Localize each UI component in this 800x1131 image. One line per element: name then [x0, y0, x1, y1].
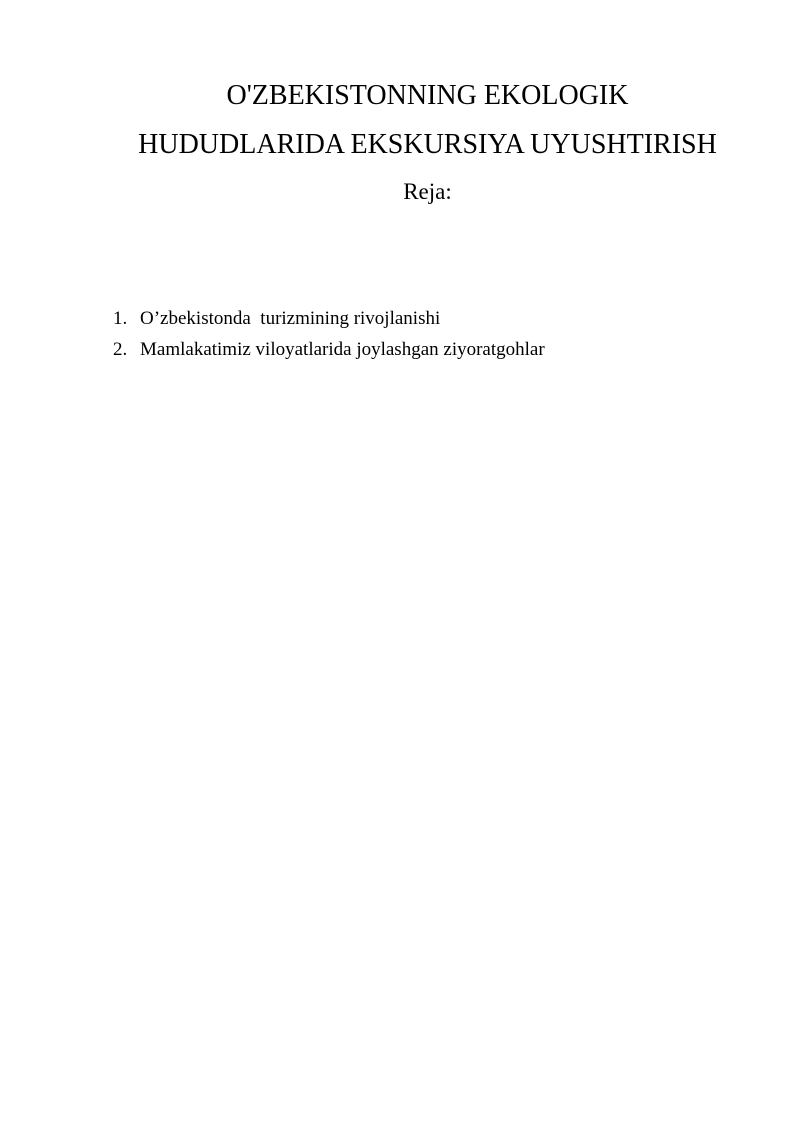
plan-item-text: Mamlakatimiz viloyatlarida joylashgan ziyoratgohlar — [140, 339, 545, 360]
document-title-line-2: HUDUDLARIDA EKSKURSIYA UYUSHTIRISH — [138, 129, 717, 160]
plan-item-number: 2. — [113, 339, 128, 360]
plan-item-number: 1. — [113, 308, 128, 329]
document-title-line-1: O'ZBEKISTONNING EKOLOGIK — [226, 80, 629, 111]
plan-heading: Reja: — [403, 179, 452, 204]
plan-list — [113, 305, 545, 367]
plan-item-text: O’zbekistonda turizmining rivojlanishi — [140, 308, 441, 329]
plan-item-2 — [113, 336, 545, 367]
plan-item-1 — [113, 305, 545, 336]
